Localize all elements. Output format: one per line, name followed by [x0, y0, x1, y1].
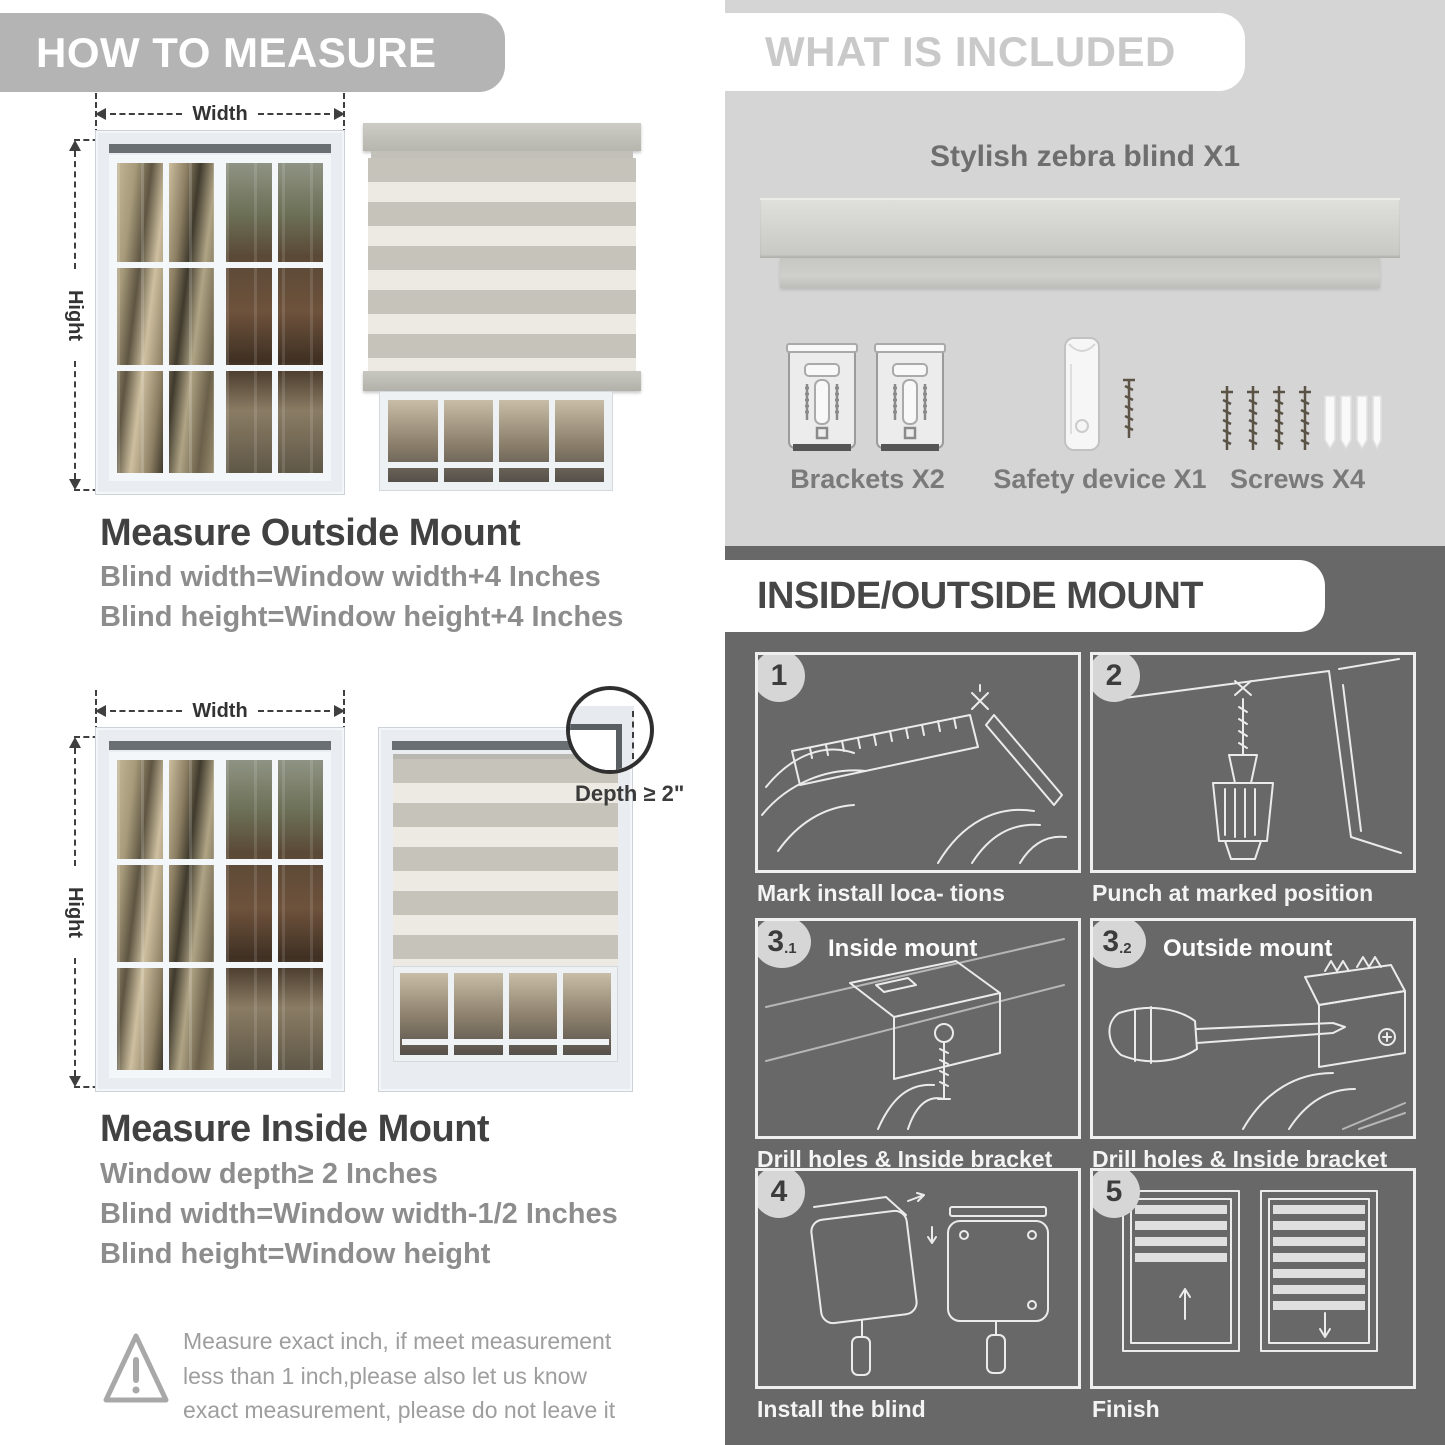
- step-caption-3-2: Drill holes & Inside bracket: [1092, 1146, 1388, 1172]
- width-label: Width: [192, 102, 248, 125]
- step-caption-5: Finish: [1092, 1396, 1160, 1422]
- included-section: [725, 0, 1445, 546]
- depth-detail-circle: [566, 686, 654, 774]
- arrowhead-up-icon: [69, 140, 81, 151]
- exclamation-triangle-icon: [100, 1328, 172, 1408]
- outside-mount-line1: Blind width=Window width+4 Inches: [100, 561, 601, 593]
- window-below-blind: [393, 966, 618, 1062]
- window-photo-inside: [95, 727, 345, 1092]
- step-number-badge: 3 .2: [1090, 918, 1146, 968]
- step-panel-title: Outside mount: [1163, 935, 1333, 962]
- blind-fabric: [368, 158, 636, 371]
- measurement-warning-text: Measure exact inch, if meet measurement less than 1 inch,please also let us know exact measurement, please do not leave it: [183, 1328, 616, 1423]
- step-panel-2: [1090, 652, 1416, 873]
- window-sash-right: [222, 159, 327, 477]
- window-photo-outside: [95, 130, 345, 495]
- step-number-badge: 2: [1090, 652, 1140, 702]
- screws-label: Screws X4: [1229, 464, 1366, 494]
- mount-banner: [725, 560, 1325, 632]
- step-number-badge: 1: [755, 652, 805, 702]
- depth-label: Depth ≥ 2": [575, 781, 685, 806]
- height-label: Hight: [64, 289, 87, 341]
- screws-photo: [1217, 384, 1382, 460]
- window-sash-right: [222, 756, 327, 1074]
- step-panel-4: [755, 1168, 1081, 1389]
- step-number-badge: 5: [1090, 1168, 1140, 1218]
- blind-bottom-rail: [363, 371, 641, 391]
- what-is-included-title: WHAT IS INCLUDED: [765, 28, 1176, 75]
- inside-mount-title: Measure Inside Mount: [100, 1108, 490, 1150]
- arrow-guide-tick: [95, 93, 97, 135]
- arrow-guide-tick: [343, 93, 345, 135]
- what-is-included-banner: [725, 13, 1245, 91]
- window-sash-left: [113, 756, 218, 1074]
- mount-section: [725, 546, 1445, 1445]
- step-caption-4: Install the blind: [757, 1396, 926, 1422]
- width-arrow-inside: [95, 699, 345, 723]
- blind-cassette-lip: [371, 151, 633, 158]
- how-to-measure-title: HOW TO MEASURE: [36, 28, 437, 76]
- step-number-badge: 4: [755, 1168, 805, 1218]
- product-label: Stylish zebra blind X1: [929, 140, 1241, 173]
- height-arrow-outside: [62, 140, 88, 490]
- step-caption-3-1: Drill holes & Inside bracket: [757, 1146, 1053, 1172]
- brackets-photo: [783, 340, 953, 462]
- window-lintel: [109, 741, 331, 750]
- step-panel-title: Inside mount: [828, 935, 978, 962]
- height-label: Hight: [64, 886, 87, 938]
- window-below-blind: [379, 391, 613, 491]
- mount-title: INSIDE/OUTSIDE MOUNT: [757, 574, 1204, 617]
- arrow-guide-tick: [343, 690, 345, 732]
- outside-mount-line2: Blind height=Window height+4 Inches: [100, 601, 624, 633]
- brackets-label: Brackets X2: [790, 464, 945, 494]
- window-sash-left: [113, 159, 218, 477]
- safety-device-photo: [1055, 334, 1175, 464]
- headrail-lip: [780, 258, 1380, 288]
- inside-mount-line3: Blind height=Window height: [100, 1238, 491, 1270]
- step-panel-3-1: [755, 918, 1081, 1139]
- step-caption-2: Punch at marked position: [1092, 880, 1374, 906]
- width-label: Width: [192, 699, 248, 722]
- outside-mount-title: Measure Outside Mount: [100, 512, 521, 554]
- step-panel-5: [1090, 1168, 1416, 1389]
- step-panel-3-2: [1090, 918, 1416, 1139]
- step-caption-1: Mark install loca- tions: [757, 880, 1005, 906]
- inside-mount-line2: Blind width=Window width-1/2 Inches: [100, 1198, 618, 1230]
- window-lintel: [109, 144, 331, 153]
- step-number-badge: 3 .1: [755, 918, 811, 968]
- inside-mount-line1: Window depth≥ 2 Inches: [100, 1158, 438, 1190]
- arrow-guide-tick: [95, 690, 97, 732]
- zebra-blind-outside-photo: [363, 123, 641, 495]
- how-to-measure-banner: [0, 13, 505, 92]
- step-panel-1: [755, 652, 1081, 873]
- height-arrow-inside: [62, 737, 88, 1087]
- width-arrow-outside: [95, 102, 345, 126]
- headrail-photo: [760, 198, 1400, 258]
- arrowhead-up-icon: [69, 737, 81, 748]
- safety-device-label: Safety device X1: [993, 464, 1207, 494]
- blind-cassette: [363, 123, 641, 151]
